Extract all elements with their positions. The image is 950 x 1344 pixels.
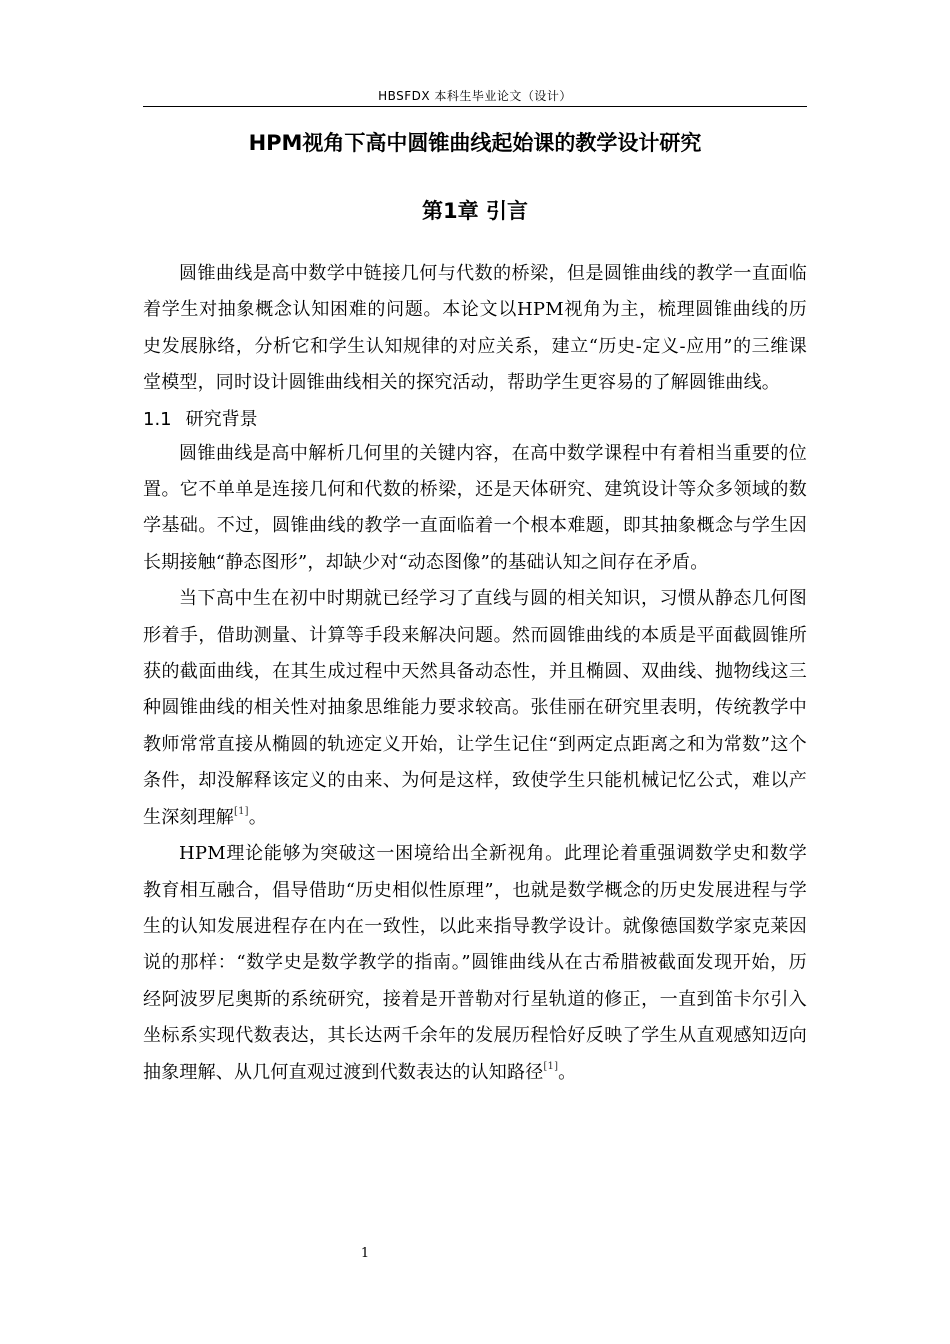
paragraph-2-text: 当下高中生在初中时期就已经学习了直线与圆的相关知识，习惯从静态几何图形着手，借助测量、计算等手段来解决问题。然而圆锥曲线的本质是平面截圆锥所获的截面曲线，在其生成过程中天然具备动态性，并且椭圆、双曲线、抛物线这三种圆锥曲线的相关性对抽象思维能力要求较高。张佳丽在研究里表明，传统教学中教师常常直接从椭圆的轨迹定义开始，让学生记住“到两定点距离之和为常数”这个条件，却没解释该定义的由来、为何是这样，致使学生只能机械记忆公式，难以产生深刻理解 (143, 588, 807, 828)
section-number: 1.1 (143, 408, 172, 430)
citation-ref[interactable]: [1] (234, 805, 249, 817)
page-number: 1 (360, 1246, 370, 1261)
section-title: 研究背景 (185, 408, 258, 430)
intro-paragraph: 圆锥曲线是高中数学中链接几何与代数的桥梁，但是圆锥曲线的教学一直面临着学生对抽象概念认知困难的问题。本论文以HPM视角为主，梳理圆锥曲线的历史发展脉络，分析它和学生认知规律的对应关系，建立“历史-定义-应用”的三维课堂模型，同时设计圆锥曲线相关的探究活动，帮助学生更容易的了解圆锥曲线。 (143, 263, 807, 394)
header-rule (143, 106, 807, 107)
paragraph-1: 圆锥曲线是高中解析几何里的关键内容，在高中数学课程中有着相当重要的位置。它不单单是连接几何和代数的桥梁，还是天体研究、建筑设计等众多领域的数学基础。不过，圆锥曲线的教学一直面临着一个根本难题，即其抽象概念与学生因长期接触“静态图形”，却缺少对“动态图像”的基础认知之间存在矛盾。 (143, 442, 807, 573)
body-text (143, 256, 807, 1091)
paper-title: HPM视角下高中圆锥曲线起始课的教学设计研究 (248, 131, 702, 155)
paragraph-3-end: 。 (558, 1061, 577, 1083)
paragraph-2-end: 。 (248, 806, 267, 828)
chapter-heading: 第1章 引言 (422, 199, 528, 223)
citation-ref[interactable]: [1] (543, 1060, 559, 1072)
paragraph-2 (143, 581, 807, 836)
section-heading (143, 404, 807, 436)
running-header: HBSFDX 本科生毕业论文（设计） (378, 89, 572, 103)
paragraph-3 (143, 836, 807, 1091)
paragraph-3-text: HPM理论能够为突破这一困境给出全新视角。此理论着重强调数学史和数学教育相互融合，倡导借助“历史相似性原理”，也就是数学概念的历史发展进程与学生的认知发展进程存在内在一致性，以此来指导教学设计。就像德国数学家克莱因说的那样：“数学史是数学教学的指南。”圆锥曲线从在古希腊被截面发现开始，历经阿波罗尼奥斯的系统研究，接着是开普勒对行星轨道的修正，一直到笛卡尔引入坐标系实现代数表达，其长达两千余年的发展历程恰好反映了学生从直观感知迈向抽象理解、从几何直观过渡到代数表达的认知路径 (143, 843, 807, 1083)
